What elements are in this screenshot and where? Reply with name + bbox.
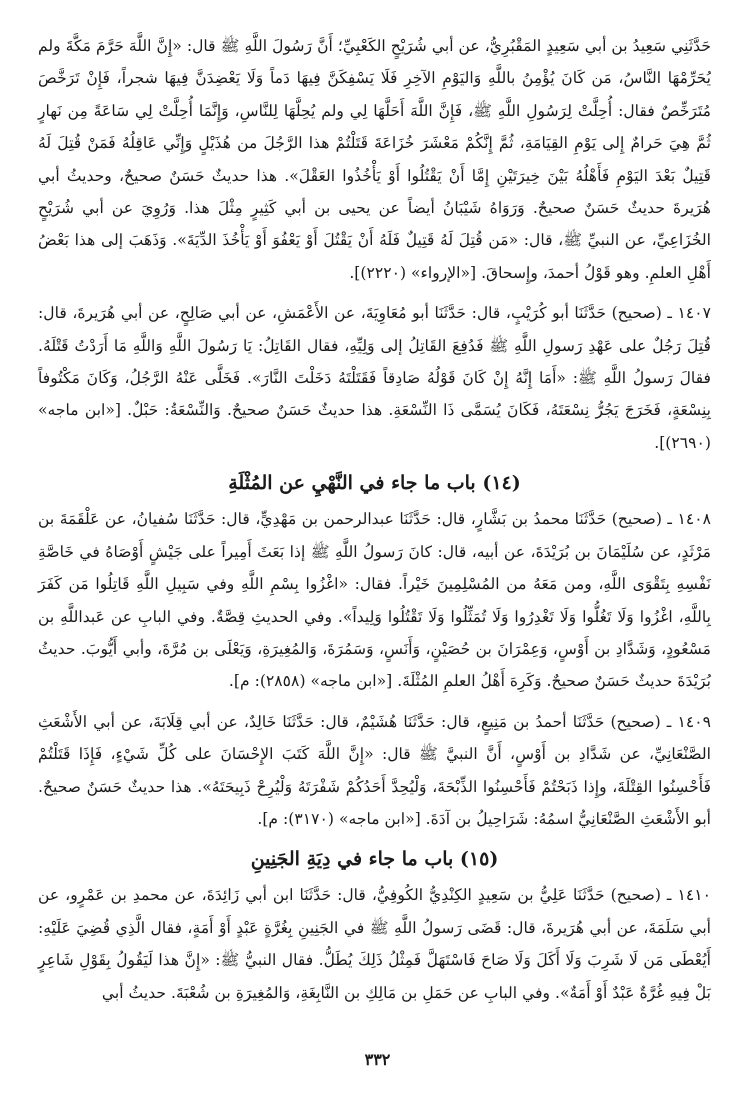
paragraph-continuation: حَدَّثَنِي سَعِيدُ بن أبي سَعِيدٍ المَقْبُرِيُّ، عن أبي شُرَيْحٍ الكَعْبِيِّ؛ أَنَّ رَسُولَ اللَّهِ ﷺ قال: «إِنَّ اللَّهَ حَرَّمَ مَكَّةَ ولم يُحَرِّمْهَا النَّاسُ، مَن كَانَ يُؤْمِنُ باللَّهِ وَاليَوْمِ الآخِرِ فَلَا يَسْفِكَنَّ فِيهَا دَماً وَلَا يَعْضِدَنَّ فِيهَا شجراً، فَإِنْ تَرَخَّصَ مُتَرَخِّصٌ فقال: أُحِلَّتْ لِرَسُولِ اللَّهِ ﷺ، فَإِنَّ اللَّهَ أَحَلَّهَا لِي ولم يُحِلَّهَا لِلنَّاسِ، وَإِنَّمَا أُحِلَّتْ لِي سَاعَةً مِن نَهارٍ ثُمَّ هِيَ حَرامٌ إِلى يَوْمِ القِيَامَةِ، ثُمَّ إِنَّكُمْ مَعْشَرَ خُزَاعَةَ قَتَلْتُمْ هذا الرَّجُلَ من هُذَيْلٍ وَإِنِّي عَاقِلُهُ فَمَنْ قُتِلَ لَهُ قَتِيلٌ بَعْدَ اليَوْمِ فَأَهْلُهُ بَيْنَ خِيرَتَيْنِ إِمَّا أَنْ يَقْتُلُوا أَوْ يَأْخُذُوا العَقْلَ». هذا حديثٌ حَسَنٌ صحيحٌ، وحديثُ أبي هُرَيرةَ حديثٌ حَسَنٌ صحيحٌ. وَرَوَاهُ شَيْبَانُ أيضاً عن يحيى بن أبي كَثِيرٍ مِثْلَ هذا. وَرُوِيَ عن أبي شُرَيْحٍ الخُزَاعِيِّ، عن النبيِّ ﷺ، قال: «مَن قُتِلَ لَهُ قَتِيلٌ فَلَهُ أَنْ يَقْتُلَ أَوْ يَعْفُوَ أَوْ يَأْخُذَ الدِّيَةَ». وَذَهَبَ إلى هذا بَعْضُ أَهْلِ العلمِ. وهو قَوْلُ أحمدَ، وإِسحاقَ. [«الإرواء» (٢٢٢٠)]. [38, 37, 711, 282]
hadith-1409: ١٤٠٩ ـ (صحيح) حَدَّثَنَا أحمدُ بن مَنِيعٍ، قال: حَدَّثَنَا هُشَيْمٌ، قال: حَدَّثَنَا خَالِدٌ، عن أبي قِلَابَةَ، عن أبي الأَشْعَثِ الصَّنْعَانِيِّ، عن شَدَّادِ بن أَوْسٍ، أَنَّ النبيَّ ﷺ قال: «إِنَّ اللَّهَ كَتَبَ الإِحْسَانَ على كُلِّ شَيْءٍ، فَإِذَا قَتَلْتُمْ فَأَحْسِنُوا القِتْلَةَ، وإِذا ذَبَحْتُمْ فَأَحْسِنُوا الذِّبْحَةَ، وَلْيُحِدَّ أَحَدُكُمْ شَفْرَتَهُ وَلْيُرِحْ ذَبِيحَتَهُ». هذا حديثٌ حَسَنٌ صحيحٌ. أبو الأَشْعَثِ الصَّنْعَانِيُّ اسمُهُ: شَرَاحِيلُ بن آدَةَ. [«ابن ماجه» (٣١٧٠): م]. [38, 712, 711, 828]
hadith-1408: ١٤٠٨ ـ (صحيح) حَدَّثَنَا محمدُ بن بَشَّارٍ، قال: حَدَّثَنَا عبدالرحمن بن مَهْدِيٍّ، قال: حَدَّثَنَا سُفيانُ، عن عَلْقَمَةَ بن مَرْثَدٍ، عن سُلَيْمَانَ بن بُرَيْدَةَ، عن أبيه، قال: كانَ رَسولُ اللَّهِ ﷺ إذا بَعَثَ أَمِيراً على جَيْشٍ أَوْصَاهُ في خَاصَّةِ نَفْسِهِ بِتَقْوَى اللَّهِ، ومن مَعَهُ من المُسْلِمِينَ خَيْراً. فقال: «اغْزُوا بِسْمِ اللَّهِ وفي سَبِيلِ اللَّهِ قَاتِلُوا مَن كَفَرَ بِاللَّهِ، اغْزُوا وَلَا تَغُلُّوا وَلَا تَغْدِرُوا وَلَا تُمَثِّلُوا وَلَا تَقْتُلُوا وَلِيداً». وفي الحديثِ قِصَّةٌ. وفي البابِ عن عَبداللَّهِ بن مَسْعُودٍ، وَشَدَّادِ بن أَوْسٍ، وَعِمْرَانَ بن حُصَيْنٍ، وَأَنَسٍ، وَسَمُرَةَ، وَالمُغِيرَةِ، وَيَعْلَى بن مُرَّةَ، وأبي أَيُّوبَ. حديثُ بُرَيْدَةَ حديثٌ حَسَنٌ صحيحٌ. وَكَرِهَ أَهْلُ العلمِ المُثْلَةَ. [«ابن ماجه» (٢٨٥٨): م]. [38, 510, 711, 691]
hadith-1407: ١٤٠٧ ـ (صحيح) حَدَّثَنَا أبو كُرَيْبٍ، قال: حَدَّثَنَا أبو مُعَاوِيَةَ، عن الأَعْمَشِ، عن أبي صَالِحٍ، عن أبي هُرَيرةَ، قال: قُتِلَ رَجُلٌ على عَهْدِ رَسولِ اللَّهِ ﷺ فَدُفِعَ القَاتِلُ إلى وَلِيِّهِ، فقال القَاتِلُ: يَا رَسُولَ اللَّهِ وَاللَّهِ مَا أَرَدْتُ قَتْلَهُ. فقالَ رَسولُ اللَّهِ ﷺ: «أَمَا إِنَّهُ إِنْ كَانَ قَوْلُهُ صَادِقاً فَقَتَلْتَهُ دَخَلْتَ النَّارَ». فَخَلَّى عَنْهُ الرَّجُلُ، وَكَانَ مَكْتُوفاً بِنِسْعَةٍ، فَخَرَجَ يَجُرُّ نِسْعَتَهُ، فَكَانَ يُسَمَّى ذَا النِّسْعَةِ. هذا حديثٌ حَسَنٌ صحيحٌ. وَالنِّسْعَةُ: حَبْلٌ. [«ابن ماجه» (٢٦٩٠)]. [38, 304, 711, 452]
hadith-1410: ١٤١٠ ـ (صحيح) حَدَّثَنَا عَلِيُّ بن سَعِيدٍ الكِنْدِيُّ الكُوفِيُّ، قال: حَدَّثَنَا ابن أبي زَائِدَةَ، عن محمدِ بن عَمْرٍو، عن أبي سَلَمَةَ، عن أبي هُرَيرةَ، قال: قَضَى رَسولُ اللَّهِ ﷺ في الجَنِينِ بِغُرَّةٍ عَبْدٍ أَوْ أَمَةٍ، فقال الَّذِي قُضِيَ عَلَيْهِ: أَيُعْطَى مَن لَا شَرِبَ وَلَا أَكَلَ وَلَا صَاحَ فَاسْتَهَلَّ فَمِثْلُ ذَلِكَ يُطَلُّ. فقال النبيُّ ﷺ: «إِنَّ هذا لَيَقُولُ بِقَوْلِ شَاعِرٍ بَلْ فِيهِ غُرَّةٌ عَبْدٌ أَوْ أَمَةٌ». وفي البابِ عن حَمَلِ بن مَالِكِ بن النَّابِغَةِ، وَالمُغِيرَةِ بن شُعْبَةَ. حديثُ أبي [38, 886, 711, 1002]
page-number: ٣٣٢ [364, 1050, 391, 1069]
chapter-heading-14: (١٤) باب ما جاء في النَّهْيِ عن المُثْلَةِ [228, 472, 521, 495]
chapter-heading-15: (١٥) باب ما جاء في دِيَةِ الجَنِينِ [250, 848, 499, 871]
